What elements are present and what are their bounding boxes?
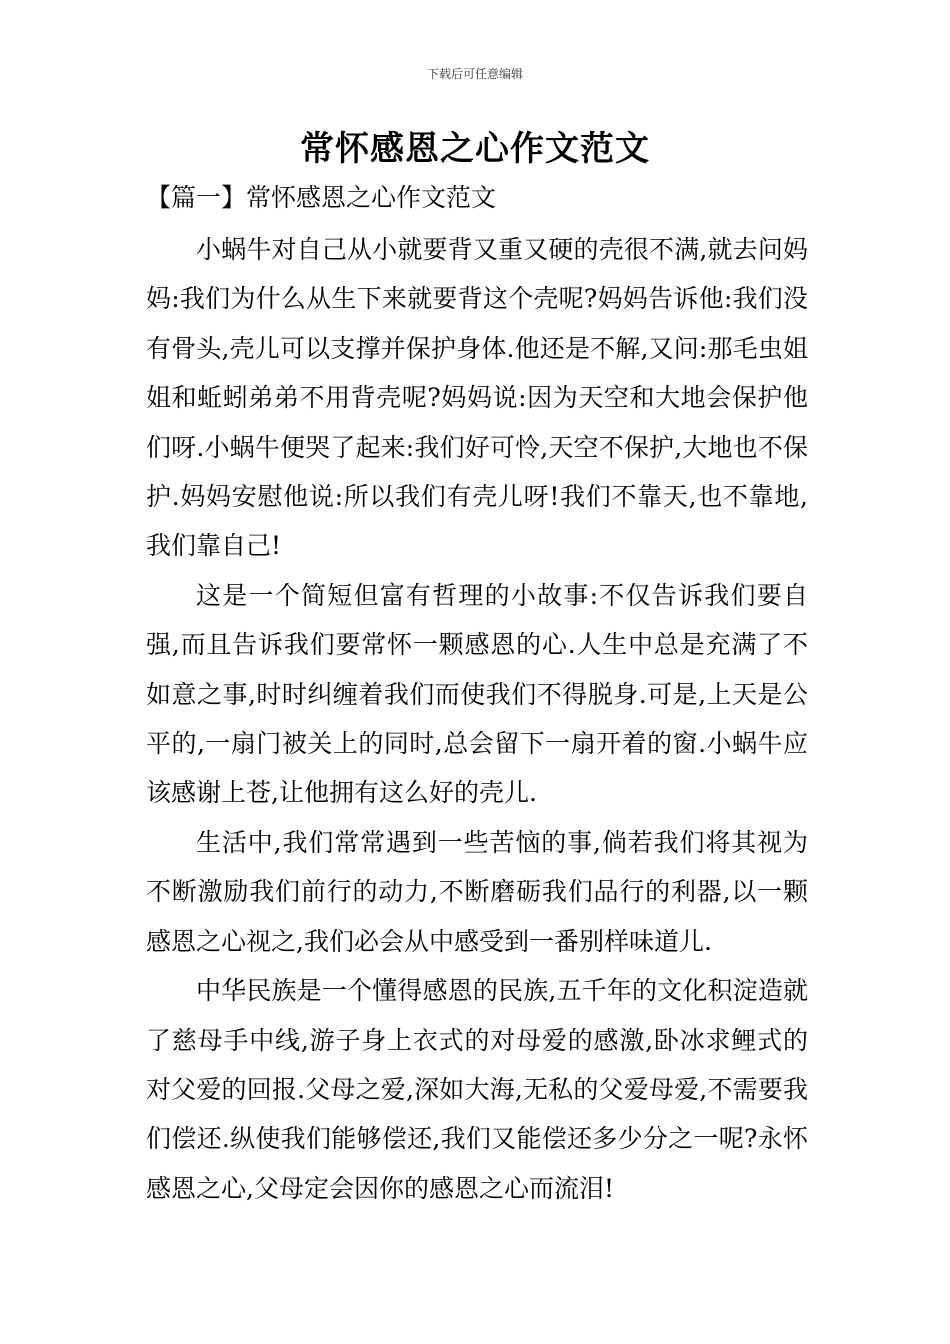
body-text <box>146 225 808 1213</box>
header-note: 下载后可任意编辑 <box>426 67 523 81</box>
section-heading: 【篇一】常怀感恩之心作文范文 <box>146 183 497 212</box>
paragraph-3: 生活中,我们常常遇到一些苦恼的事,倘若我们将其视为不断激励我们前行的动力,不断磨砺我们品行的利器,以一颗感恩之心视之,我们必会从中感受到一番别样味道儿. <box>146 827 808 956</box>
page-title: 常怀感恩之心作文范文 <box>300 129 650 169</box>
paragraph-1: 小蜗牛对自己从小就要背又重又硬的壳很不满,就去问妈妈:我们为什么从生下来就要背这个壳呢?妈妈告诉他:我们没有骨头,壳儿可以支撑并保护身体.他还是不解,又问:那毛虫姐姐和蚯蚓弟弟不用背壳呢?妈妈说:因为天空和大地会保护他们呀.小蜗牛便哭了起来:我们好可怜,天空不保护,大地也不保护.妈妈安慰他说:所以我们有壳儿呀!我们不靠天,也不靠地,我们靠自己! <box>146 235 808 561</box>
paragraph-2: 这是一个简短但富有哲理的小故事:不仅告诉我们要自强,而且告诉我们要常怀一颗感恩的心.人生中总是充满了不如意之事,时时纠缠着我们而使我们不得脱身.可是,上天是公平的,一扇门被关上的同时,总会留下一扇开着的窗.小蜗牛应该感谢上苍,让他拥有这么好的壳儿. <box>146 580 808 808</box>
paragraph-4: 中华民族是一个懂得感恩的民族,五千年的文化积淀造就了慈母手中线,游子身上衣式的对母爱的感激,卧冰求鲤式的对父爱的回报.父母之爱,深如大海,无私的父爱母爱,不需要我们偿还.纵使我们能够偿还,我们又能偿还多少分之一呢?永怀感恩之心,父母定会因你的感恩之心而流泪! <box>146 976 808 1203</box>
